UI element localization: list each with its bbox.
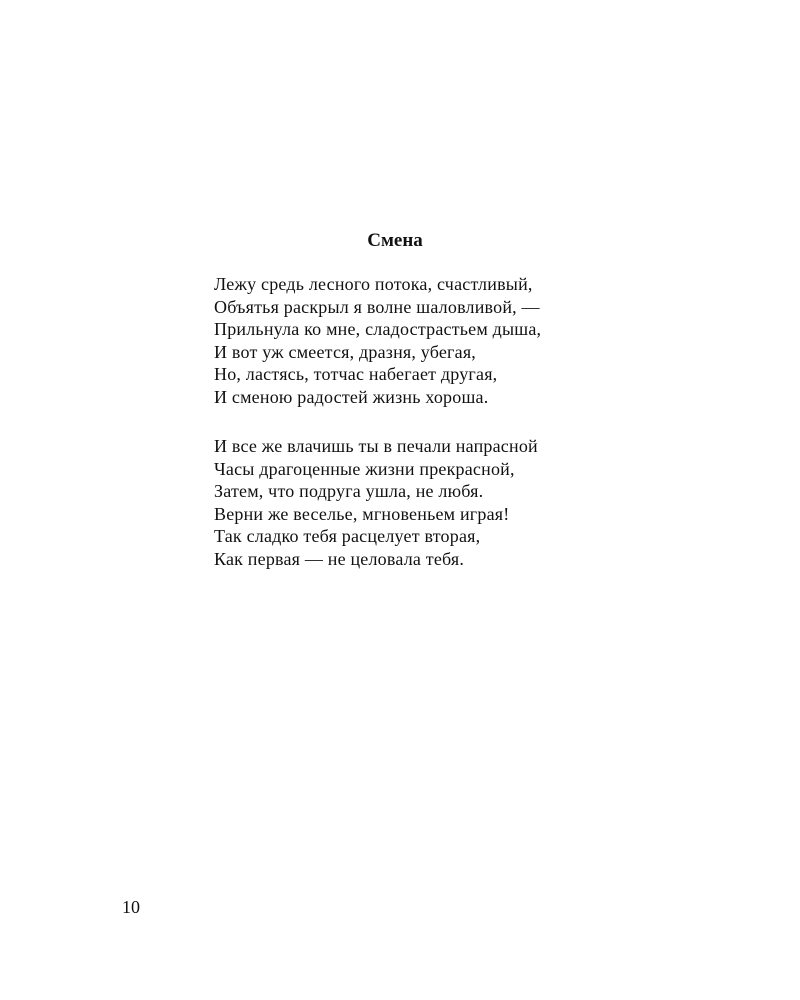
- poem-title: Смена: [367, 230, 423, 251]
- verse-line: И все же влачишь ты в печали напрасной: [214, 436, 538, 456]
- verse-line: Часы драгоценные жизни прекрасной,: [214, 458, 515, 479]
- verse-line: Верни же веселье, мгновеньем играя!: [214, 503, 510, 524]
- stanza: [214, 273, 541, 409]
- verse-line: Объятья раскрыл я волне шаловливой, —: [214, 296, 540, 317]
- stanza: [214, 435, 538, 571]
- verse-line: И сменою радостей жизнь хороша.: [214, 386, 489, 407]
- page-number: 10: [122, 897, 140, 917]
- verse-line: Прильнула ко мне, сладострастьем дыша,: [214, 319, 542, 340]
- verse-line: Но, ластясь, тотчас набегает другая,: [214, 364, 498, 385]
- verse-line: Лежу средь лесного потока, счастливый,: [214, 274, 533, 294]
- verse-line: Как первая — не целовала тебя.: [214, 548, 465, 569]
- verse-line: Так сладко тебя расцелует вторая,: [214, 526, 481, 547]
- verse-line: Затем, что подруга ушла, не любя.: [214, 481, 484, 502]
- verse-line: И вот уж смеется, дразня, убегая,: [214, 341, 477, 362]
